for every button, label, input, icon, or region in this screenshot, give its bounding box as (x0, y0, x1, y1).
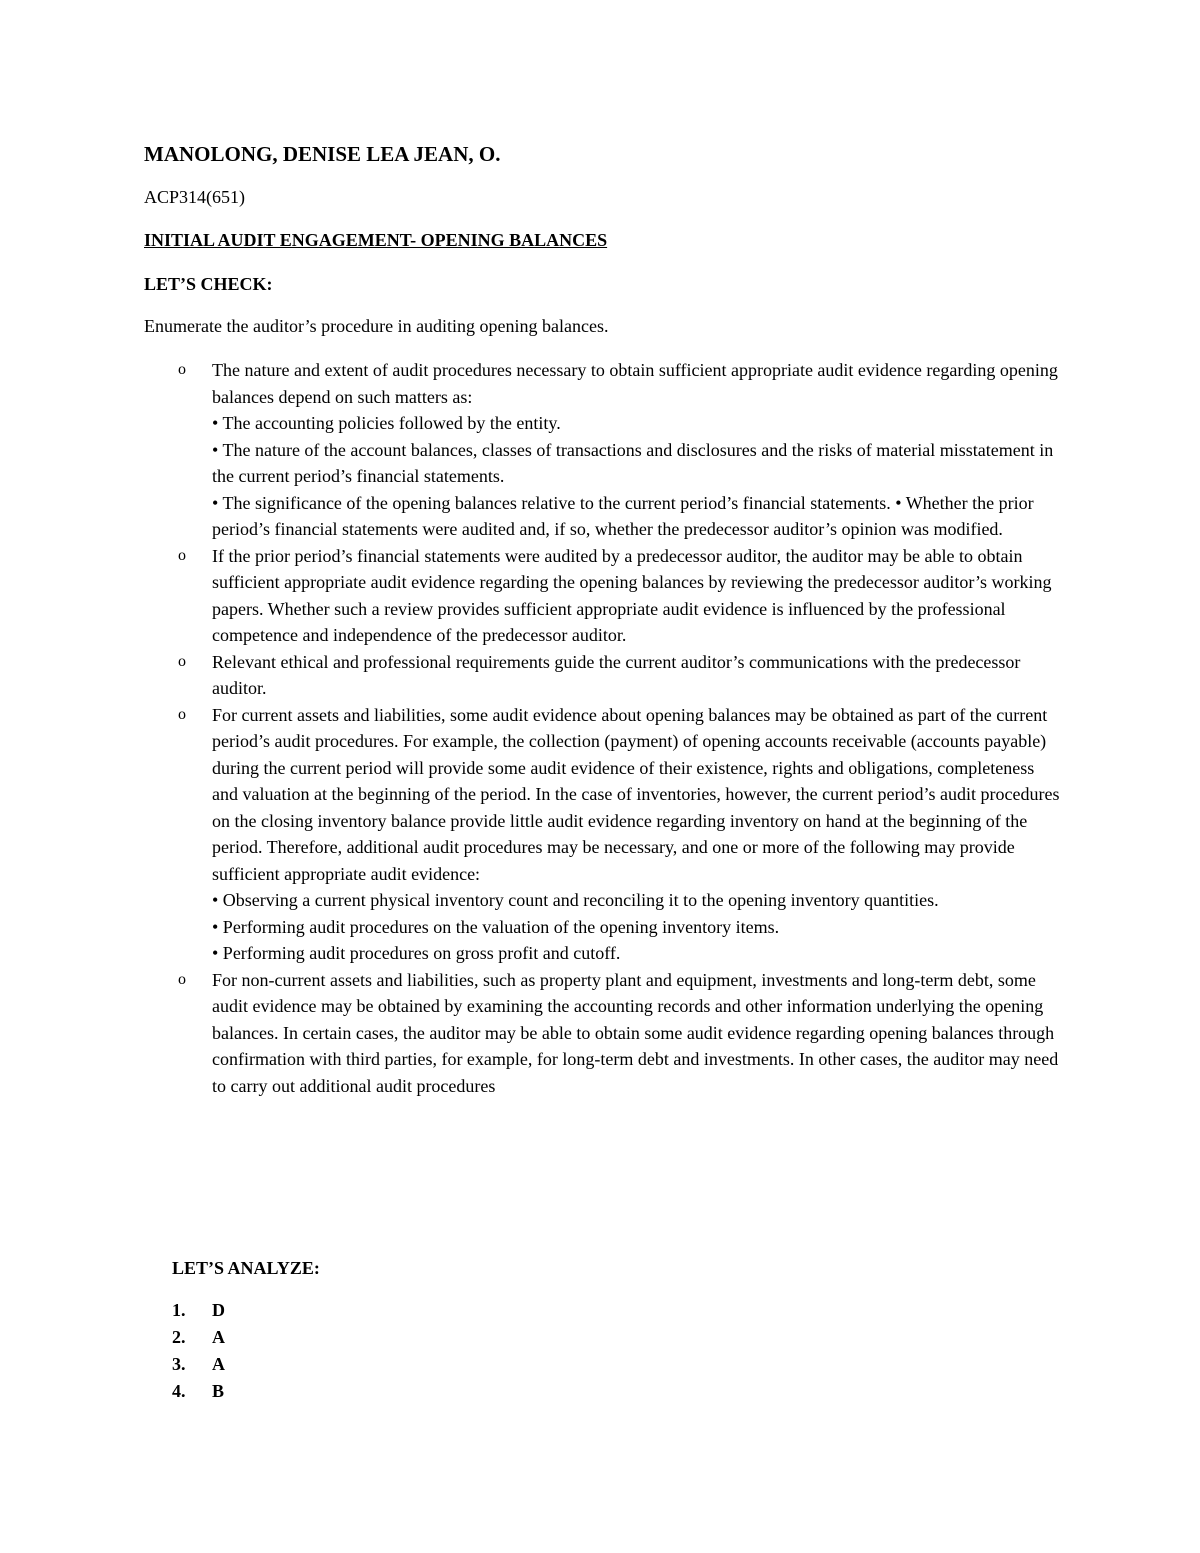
answer-number: 1. (172, 1300, 186, 1320)
lets-check-heading: LET’S CHECK: (144, 274, 273, 294)
procedure-sub-item: • Performing audit procedures on the valuation of the opening inventory items. (212, 916, 780, 937)
document-title: INITIAL AUDIT ENGAGEMENT- OPENING BALANCES (144, 230, 608, 250)
procedure-sub-item: • Observing a current physical inventory count and reconciling it to the opening inventory quantities. (212, 890, 939, 910)
procedure-item (144, 702, 1064, 967)
procedure-item (144, 357, 1064, 543)
procedure-text: The nature and extent of audit procedures necessary to obtain sufficient appropriate audit evidence regarding opening balances depend on such matters as: (212, 360, 1058, 407)
procedure-list (144, 357, 1064, 1099)
author-name: MANOLONG, DENISE LEA JEAN, O. (144, 142, 501, 166)
course-code: ACP314(651) (144, 187, 246, 207)
procedure-text: For non-current assets and liabilities, such as property plant and equipment, investments and long-term debt, some audit evidence may be obtained by examining the accounting records and other information underlying the opening balances. In certain cases, the auditor may be able to obtain some audit evidence regarding opening balances through confirmation with third parties, for example, for long-term debt and investments. In other cases, the auditor may need to carry out additional audit procedures (212, 969, 1059, 1096)
procedure-sub-item: • The significance of the opening balances relative to the current period’s financial statements. • Whether the prior period’s financial statements were audited and, if so, whether the predecessor auditor’s opinion was modified. (212, 492, 1034, 539)
answer-number: 3. (172, 1354, 186, 1374)
list-marker: o (178, 361, 186, 378)
answer-item (172, 1297, 225, 1324)
answer-item (172, 1351, 225, 1378)
answer-letter: A (212, 1354, 225, 1374)
answer-item (172, 1378, 225, 1405)
instruction-text: Enumerate the auditor’s procedure in auditing opening balances. (144, 316, 609, 336)
list-marker: o (178, 705, 186, 723)
procedure-text: If the prior period’s financial statements were audited by a predecessor auditor, the auditor may be able to obtain sufficient appropriate audit evidence regarding the opening balances by reviewing the predecessor auditor’s working papers. Whether such a review provides sufficient appropriate audit evidence is influenced by the professional competence and independence of the predecessor auditor. (212, 545, 1052, 645)
answer-list (172, 1297, 225, 1405)
procedure-text: Relevant ethical and professional requirements guide the current auditor’s communications with the predecessor auditor. (212, 651, 1021, 698)
answer-letter: A (212, 1327, 225, 1347)
answer-item (172, 1324, 225, 1351)
list-marker: o (178, 970, 186, 988)
procedure-sub-item: • The nature of the account balances, classes of transactions and disclosures and the risks of material misstatement in the current period’s financial statements. (212, 439, 1054, 486)
lets-analyze-heading: LET’S ANALYZE: (172, 1258, 320, 1278)
answer-number: 2. (172, 1327, 186, 1347)
procedure-item (144, 649, 1064, 702)
procedure-sub-item: • Performing audit procedures on gross profit and cutoff. (212, 943, 621, 963)
answer-letter: D (212, 1300, 225, 1320)
answer-letter: B (212, 1381, 225, 1401)
procedure-item (144, 543, 1064, 649)
list-marker: o (178, 546, 186, 564)
list-marker: o (178, 652, 186, 670)
procedure-sub-item: • The accounting policies followed by the entity. (212, 413, 561, 433)
procedure-item (144, 967, 1064, 1100)
answer-number: 4. (172, 1381, 186, 1401)
procedure-text: For current assets and liabilities, some audit evidence about opening balances may be obtained as part of the current period’s audit procedures. For example, the collection (payment) of opening accounts receivable (accounts payable) during the current period will provide some audit evidence of their existence, rights and obligations, completeness and valuation at the beginning of the period. In the case of inventories, however, the current period’s audit procedures on the closing inventory balance provide little audit evidence regarding inventory on hand at the beginning of the period. Therefore, additional audit procedures may be necessary, and one or more of the following may provide sufficient appropriate audit evidence: (212, 704, 1060, 884)
